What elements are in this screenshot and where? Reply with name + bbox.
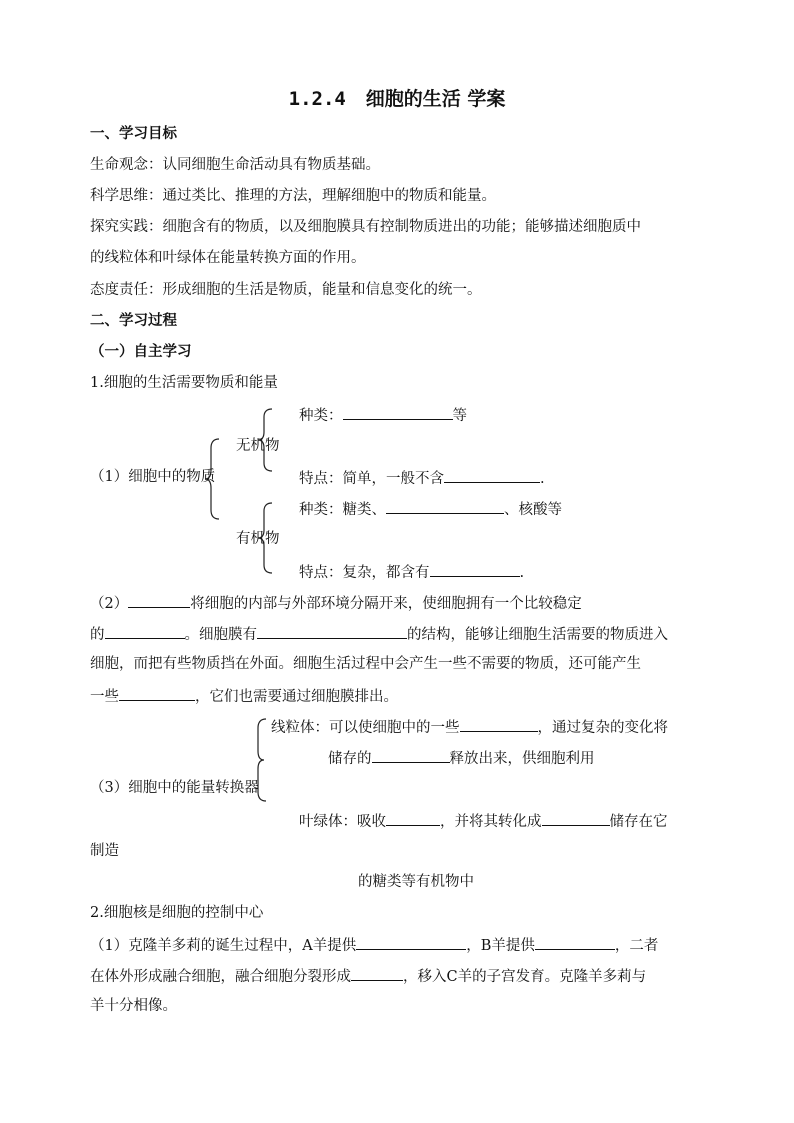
blank-sheep-a[interactable]: [356, 934, 466, 950]
blank-membrane[interactable]: [128, 592, 190, 608]
objective-inquiry-line1: 探究实践：细胞含有的物质，以及细胞膜具有控制物质进出的功能；能够描述细胞质中: [90, 219, 641, 235]
blank-sheep-b[interactable]: [535, 934, 615, 950]
blank-light-energy[interactable]: [386, 810, 440, 826]
blank-environment[interactable]: [105, 623, 185, 639]
inorganic-feature-label: 特点：简单，一般不含: [299, 471, 444, 487]
q2-1-line2: [90, 965, 646, 987]
q2-1-text-c: ，二者: [614, 938, 659, 954]
organic-feature-line: [299, 561, 524, 583]
blank-inorganic-feature[interactable]: [444, 467, 540, 483]
blank-chemical-energy[interactable]: [372, 747, 450, 763]
q1-1-label: （1）细胞中的物质: [90, 469, 216, 485]
inorganic-feature-end: .: [540, 471, 545, 487]
q1-2-text4a: 一些: [90, 689, 119, 705]
q1-2-line2: [90, 623, 668, 645]
blank-structure[interactable]: [257, 623, 407, 639]
blank-waste[interactable]: [119, 685, 195, 701]
chloroplast-wrap: 制造: [90, 843, 119, 859]
mitochondria-text-d: 释放出来，供细胞利用: [449, 751, 595, 767]
mitochondria-text-c: 储存的: [328, 751, 372, 767]
mitochondria-line2: [328, 747, 595, 769]
q2-1-text-a: （1）克隆羊多莉的诞生过程中，A羊提供: [90, 938, 357, 954]
q1-2-line3: 细胞，而把有些物质挡在外面。细胞生活过程中会产生一些不需要的物质，还可能产生: [90, 656, 641, 672]
objective-life-concept: 生命观念：认同细胞生命活动具有物质基础。: [90, 157, 380, 173]
blank-embryo[interactable]: [351, 965, 403, 981]
organic-kind-line: [299, 498, 562, 520]
title-number: 1.2.4: [288, 88, 346, 110]
q2-1-line1: [90, 934, 658, 956]
q1-title: 1.细胞的生活需要物质和能量: [90, 375, 278, 391]
inorganic-kind-label: 种类：: [299, 408, 343, 424]
chloroplast-text-c: 储存在它: [609, 814, 668, 830]
q1-2-label: （2）: [90, 596, 129, 612]
q2-1-line3: 羊十分相像。: [90, 998, 177, 1014]
blank-inorganic-kind[interactable]: [343, 404, 453, 420]
q2-title: 2.细胞核是细胞的控制中心: [90, 905, 264, 921]
inorganic-kind-line: [299, 404, 467, 426]
q1-2-line1: [90, 592, 582, 614]
page-title: [0, 86, 794, 112]
organic-feature-label: 特点：复杂，都含有: [299, 565, 430, 581]
title-text: 细胞的生活 学案: [365, 88, 506, 110]
q1-2-text2b: 。细胞膜有: [184, 627, 257, 643]
mitochondria-text-b: ，通过复杂的变化将: [537, 720, 668, 736]
q1-2-text1: 将细胞的内部与外部环境分隔开来，使细胞拥有一个比较稳定: [190, 596, 582, 612]
inorganic-kind-end: 等: [452, 408, 467, 424]
objective-inquiry-line2: 的线粒体和叶绿体在能量转换方面的作用。: [90, 250, 366, 266]
organic-label: 有机物: [236, 531, 280, 547]
blank-organic-matter[interactable]: [460, 716, 538, 732]
q2-1-text-e: ，移入C羊的子宫发育。克隆羊多莉与: [403, 969, 647, 985]
q1-2-text2a: 的: [90, 627, 105, 643]
mitochondria-line1: [271, 716, 668, 738]
q1-2-text2c: 的结构，能够让细胞生活需要的物质进入: [407, 627, 668, 643]
q2-1-text-b: ，B羊提供: [466, 938, 535, 954]
objectives-heading: 一、学习目标: [90, 125, 177, 142]
self-study-heading: （一）自主学习: [90, 343, 192, 360]
inorganic-feature-line: [299, 467, 545, 489]
objective-attitude: 态度责任：形成细胞的生活是物质，能量和信息变化的统一。: [90, 282, 482, 298]
q1-3-label: （3）细胞中的能量转换器: [90, 780, 259, 796]
blank-organic-feature[interactable]: [430, 561, 520, 577]
q2-1-text-d: 在体外形成融合细胞，融合细胞分裂形成: [90, 969, 351, 985]
chloroplast-text-a: 叶绿体：吸收: [299, 814, 386, 830]
chloroplast-line2: 的糖类等有机物中: [358, 874, 474, 890]
organic-kind-end: 、核酸等: [504, 502, 562, 518]
organic-kind-label: 种类：糖类、: [299, 502, 386, 518]
chloroplast-text-b: ，并将其转化成: [440, 814, 542, 830]
q1-2-line4: [90, 685, 398, 707]
mitochondria-text-a: 线粒体：可以使细胞中的一些: [271, 720, 460, 736]
objective-science-thinking: 科学思维：通过类比、推理的方法，理解细胞中的物质和能量。: [90, 188, 496, 204]
organic-feature-end: .: [519, 565, 525, 581]
q1-2-text4b: ，它们也需要通过细胞膜排出。: [195, 689, 398, 705]
blank-converted-energy[interactable]: [542, 810, 610, 826]
blank-organic-kind[interactable]: [386, 498, 504, 514]
inorganic-label: 无机物: [236, 438, 280, 454]
process-heading: 二、学习过程: [90, 312, 177, 329]
chloroplast-line1: [299, 810, 668, 832]
